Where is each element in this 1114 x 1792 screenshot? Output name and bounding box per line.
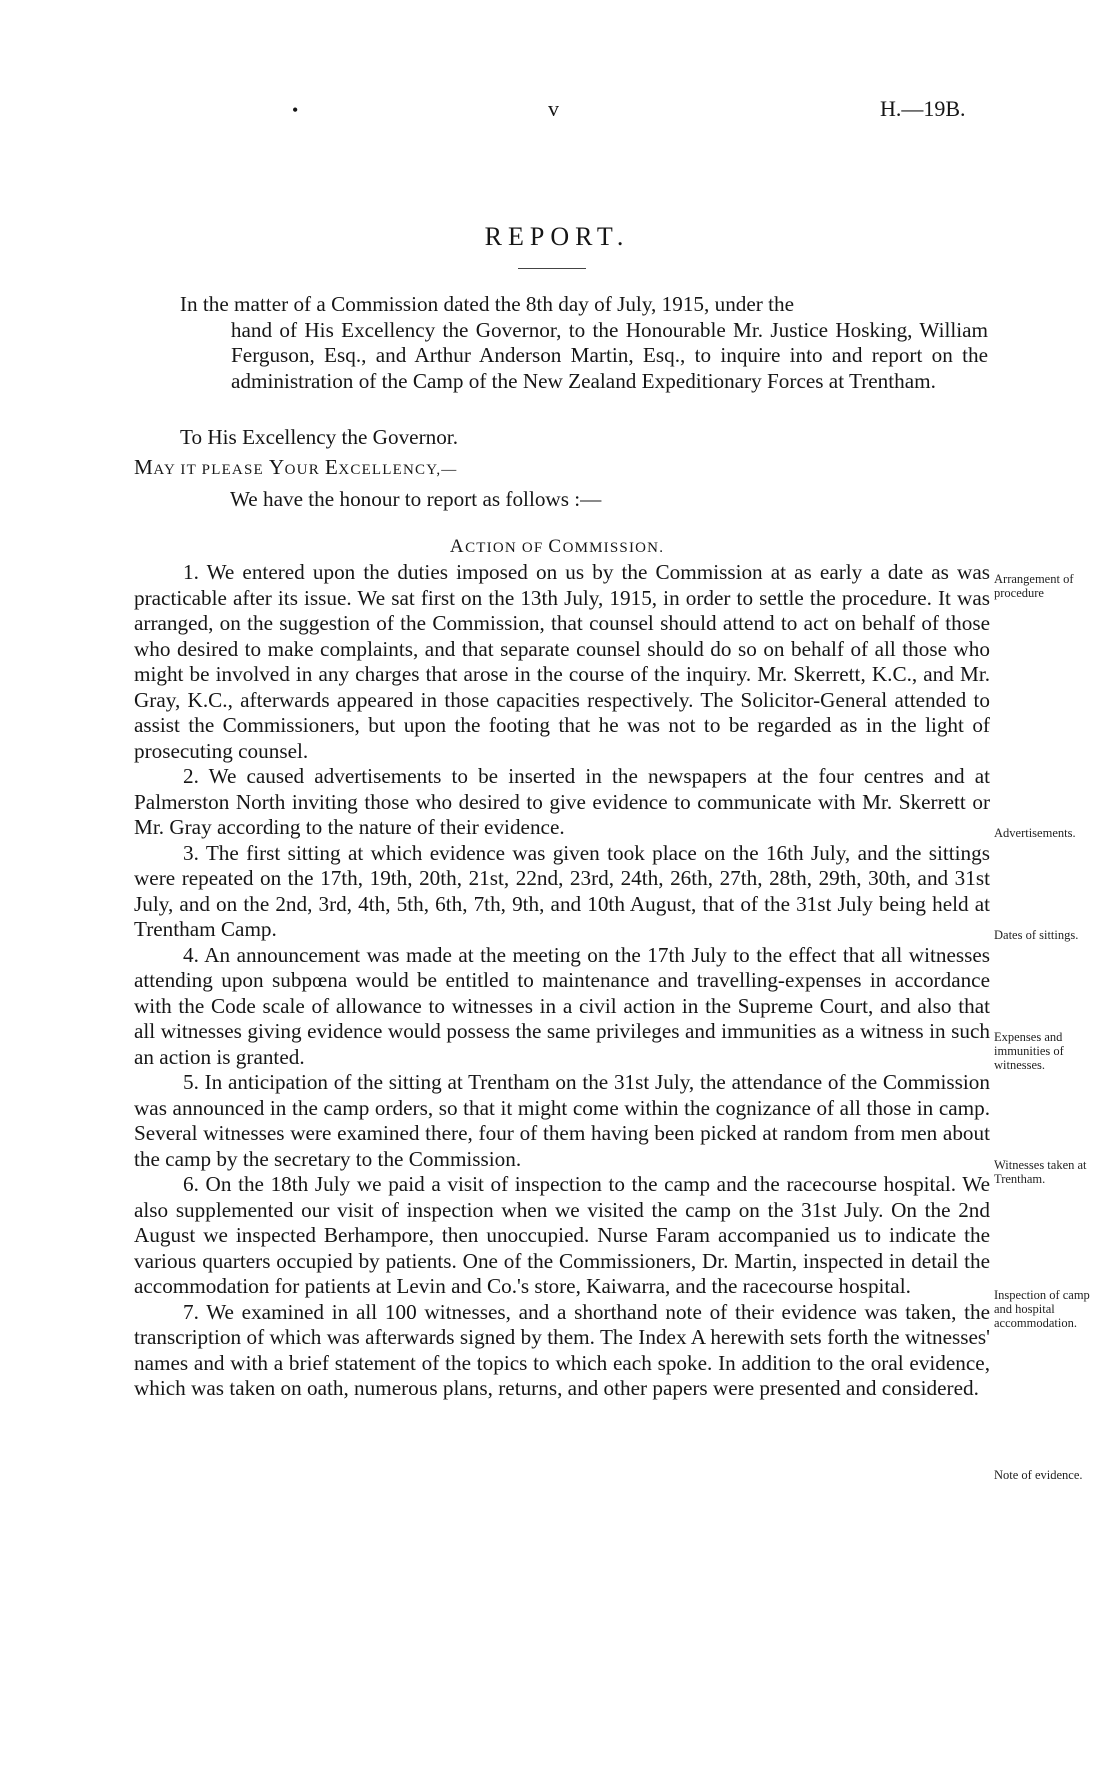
salutation-part: XCELLENCY,— — [338, 462, 458, 478]
margin-note-evidence: Note of evidence. — [994, 1468, 1083, 1482]
heading-part: CTION OF — [465, 540, 549, 556]
margin-note-advertisements: Advertisements. — [994, 826, 1076, 840]
salutation-part: Y — [268, 455, 285, 479]
address-line: To His Excellency the Governor. — [180, 425, 458, 449]
heading-part: OMMISSION. — [562, 540, 665, 556]
paragraph-1: 1. We entered upon the duties imposed on us by the Commission at as early a date as was practicable after its issue. We sat first on the 13th July, 1915, in order to settle the procedure. It was arranged, on the suggestion of the Commission, that counsel should attend to act on behalf of those who desired to make complaints, and that separate counsel should do so on behalf of all those who might be involved in any charges that arose in the course of the inquiry. Mr. Skerrett, K.C., and Mr. Gray, K.C., afterwards appeared in those capacities respectively. The Solicitor-General attended to assist the Commissioners, but upon the footing that he was not to be regarded as in the light of prosecuting counsel. — [134, 560, 990, 763]
margin-note-expenses: Expenses and immunities of witnesses. — [994, 1030, 1064, 1072]
salutation-part: OUR — [284, 462, 325, 478]
paragraph-6: 6. On the 18th July we paid a visit of inspection to the camp and the racecourse hospital. We also supplemented our visit of inspection when we visited the camp on the 31st July. On the 2nd August we inspected Berhampore, then unoccupied. Nurse Faram accompanied us to indicate the various quarters occupied by patients. One of the Commissioners, Dr. Martin, inspected in detail the accommodation for patients at Levin and Co.'s store, Kaiwarra, and the racecourse hospital. — [134, 1172, 990, 1298]
matter-first-line: In the matter of a Commission dated the 8th day of July, 1915, under the — [179, 292, 795, 316]
paragraph-2: 2. We caused advertisements to be inserted in the newspapers at the four centres and at Palmerston North inviting those who desired to give evidence to communicate with Mr. Skerrett or Mr. Gray according to the nature of their evidence. — [134, 764, 990, 839]
opening-line: We have the honour to report as follows :— — [230, 487, 602, 511]
commission-matter — [180, 292, 988, 394]
paragraph-5: 5. In anticipation of the sitting at Trentham on the 31st July, the attendance of the Commission was announced in the camp orders, so that it might come within the cognizance of all those in camp. Several witnesses were examined there, four of them having been picked at random from men about the camp by the secretary to the Commission. — [134, 1070, 990, 1171]
section-heading — [0, 536, 1114, 558]
salutation-part: AY IT PLEASE — [153, 462, 269, 478]
paragraph-7: 7. We examined in all 100 witnesses, and a shorthand note of their evidence was taken, the transcription of which was afterwards signed by them. The Index A herewith sets forth the witnesses' names and with a brief statement of the topics to which each spoke. In addition to the oral evidence, which was taken on oath, numerous plans, returns, and other papers were presented and considered. — [134, 1299, 990, 1400]
margin-note-witnesses: Witnesses taken at Trentham. — [994, 1158, 1087, 1186]
salutation-part: E — [324, 455, 339, 479]
title-rule — [518, 268, 586, 269]
margin-note-inspection: Inspection of camp and hospital accommodation. — [994, 1288, 1090, 1330]
salutation — [134, 455, 458, 484]
margin-note-arrangement: Arrangement of procedure — [994, 572, 1074, 600]
report-title: REPORT. — [484, 222, 630, 251]
heading-part: A — [449, 536, 466, 557]
report-body — [134, 560, 990, 1402]
header-mark: • — [292, 100, 299, 120]
page-number: v — [548, 96, 559, 121]
paragraph-4: 4. An announcement was made at the meeting on the 17th July to the effect that all witnesses attending upon subpœna would be entitled to maintenance and travelling-expenses in accordance with the Code scale of allowance to witnesses in a civil action in the Supreme Court, and also that all witnesses giving evidence would possess the same privileges and immunities as a witness in such an action is granted. — [134, 942, 990, 1069]
matter-continuation: hand of His Excellency the Governor, to the Honourable Mr. Justice Hosking, William Ferguson, Esq., and Arthur Anderson Martin, Esq., to inquire into and report on the administration of the Camp of the New Zealand Expeditionary Forces at Trentham. — [230, 317, 988, 393]
salutation-part: M — [134, 455, 154, 479]
margin-note-dates: Dates of sittings. — [994, 928, 1079, 942]
heading-part: C — [548, 536, 563, 557]
document-reference: H.—19B. — [880, 96, 966, 121]
paragraph-3: 3. The first sitting at which evidence was given took place on the 16th July, and the sittings were repeated on the 17th, 19th, 20th, 21st, 22nd, 23rd, 24th, 26th, 27th, 28th, 29th, 30th, and 31st July, and on the 2nd, 3rd, 4th, 5th, 6th, 7th, 9th, and 10th August, that of the 31st July being held at Trentham Camp. — [134, 840, 990, 941]
